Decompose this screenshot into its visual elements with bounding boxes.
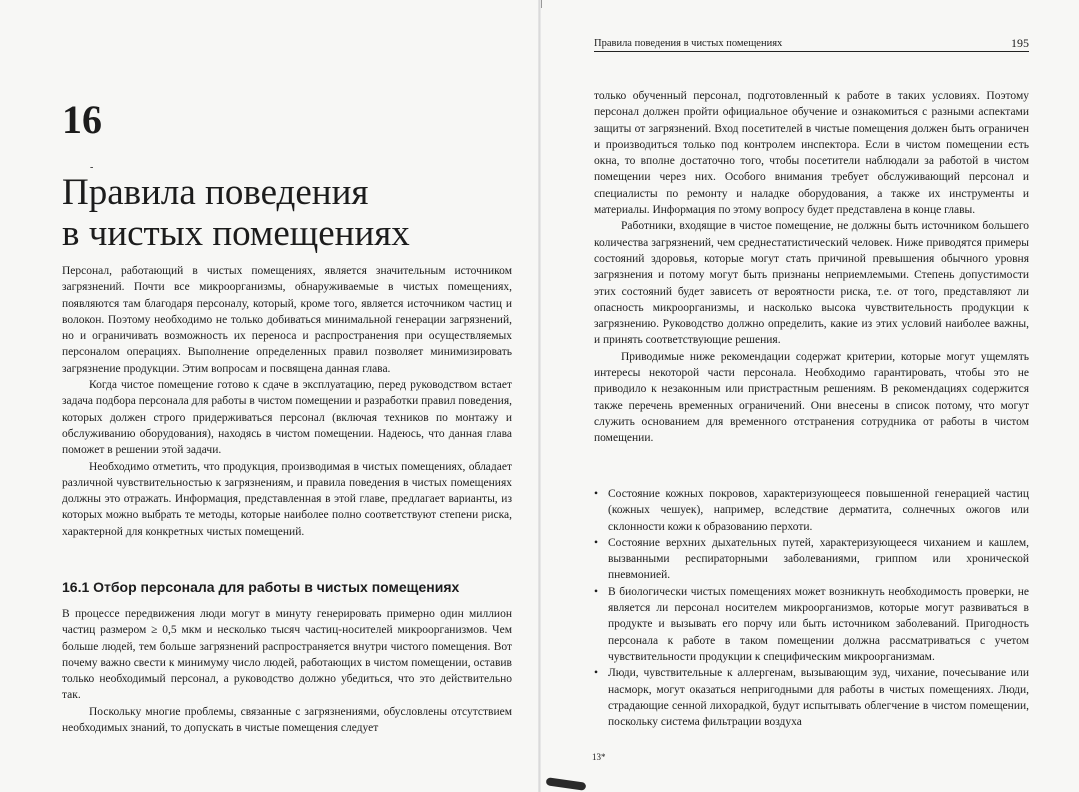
running-head-title: Правила поведения в чистых помещениях — [594, 38, 783, 49]
printer-signature-mark: 13* — [592, 752, 606, 762]
paragraph: Поскольку многие проблемы, связанные с загрязнениями, обусловлены отсутствием необходимых знаний, то допускать в чистые помещения следует — [62, 705, 512, 735]
list-item-text: Состояние кожных покровов, характеризующееся повышенной генерацией частиц (кожных чешуек), например, вследствие дерматита, солнечных ожогов или склонности кожи к образованию перхоти. — [608, 488, 1029, 533]
body-text — [594, 88, 1029, 447]
chapter-title-line-1: Правила поведения — [62, 172, 369, 213]
right-page — [540, 0, 1079, 792]
paragraph: Персонал, работающий в чистых помещениях, является значительным источником загрязнений. Почти все микроорганизмы, обнаруживаемые в чистых помещениях, появляются там благодаря персоналу, который, кроме того, является источником частиц и волокон. Поэтому необходимо не только добиваться минимальной генерации загрязнений, но и ограничивать возможность их переноса и распространения при осуществляемых персоналом операциях. Выполнение определенных правил позволяет минимизировать загрязнение продукции. Этим вопросам и посвящена данная глава. — [62, 265, 512, 375]
running-head — [594, 36, 1029, 52]
bullet-icon: • — [594, 536, 599, 549]
list-item — [594, 665, 1029, 730]
list-item-text: Люди, чувствительные к аллергенам, вызывающим зуд, чихание, почесывание или насморк, могут оказаться непригодными для работы в чистых помещениях. Люди, страдающие сенной лихорадкой, будут испытывать облегчение в чистом помещении, поскольку система фильтрации воздуха — [608, 667, 1029, 729]
section-heading: 16.1 Отбор персонала для работы в чистых помещениях — [62, 579, 460, 595]
paragraph: Необходимо отметить, что продукция, производимая в чистых помещениях, обладает различной чувствительностью к загрязнениям, и правила поведения в чистых помещениях должны это отражать. Информация, представленная в этой главе, предлагает варианты, из которых можно выбрать те методы, которые наиболее полно соответствуют степени риска, характерной для конкретных чистых помещений. — [62, 460, 512, 538]
bullet-list — [594, 486, 1029, 730]
page-number: 195 — [1011, 36, 1029, 50]
chapter-title — [62, 172, 522, 254]
list-item-text: В биологически чистых помещениях может возникнуть необходимость проверки, не является ли персонал носителем микроорганизмов, которые могут развиваться в продукте и вызывать его порчу или быть источником заболеваний. Пригодность персонала к работе в таком помещении должна рассматриваться с учетом чувствительности продукции к специфическим микроорганизмам. — [608, 585, 1029, 663]
list-item — [594, 486, 1029, 535]
bullet-icon: • — [594, 667, 599, 680]
bullet-icon: • — [594, 585, 599, 598]
chapter-number: 16 — [62, 97, 102, 142]
paragraph: Когда чистое помещение готово к сдаче в эксплуатацию, перед руководством встает задача подбора персонала для работы в чистом помещении и разработки правил поведения, которых должен строго придерживаться персонал (включая техников по монтажу и обслуживанию оборудования), находясь в чистом помещении. Надеюсь, что данная глава поможет в решении этой задачи. — [62, 379, 512, 457]
paragraph: В процессе передвижения люди могут в минуту генерировать примерно один миллион частиц размером ≥ 0,5 мкм и несколько тысяч частиц-носителей микроорганизмов. Чем больше людей, тем больше загрязнений распространяется внутри чистого помещения. Вот почему важно свести к минимуму число людей, работающих в чистом помещении, оставив только необходимый персонал, а руководство должно убедиться, что это действительно так. — [62, 608, 512, 702]
paragraph: Работники, входящие в чистое помещение, не должны быть источником большего количества загрязнений, чем среднестатистический человек. Ниже приводятся примеры состояний здоровья, которые могут стать причиной превышения обычного уровня загрязнения и потому могут быть признаны неприемлемыми. Степень допустимости этих состояний будет зависеть от вероятности риска, т.е. от того, представляют ли опасность микроорганизмы, и насколько высока чувствительность продукции к загрязнению. Руководство должно определить, какие из этих условий наиболее важны, и принять соответствующие решения. — [594, 220, 1029, 347]
chapter-title-line-2: в чистых помещениях — [62, 213, 410, 254]
paragraph: только обученный персонал, подготовленный к работе в таких условиях. Поэтому персонал должен пройти официальное обучение и ознакомиться с разными аспектами защиты от загрязнений. Вход посетителей в чистые помещения должен быть ограничен и производиться только под контролем инспектора. Если в чистом помещении есть окна, то вполне достаточно того, чтобы посетители наблюдали за работой в чистом помещении через них. Особого внимания требует обслуживающий персонал и специалисты по ремонту и наладке оборудования, а также их инструменты и материалы. Информация по этому вопросу будет представлена в конце главы. — [594, 90, 1029, 217]
section-text — [62, 606, 512, 736]
bullet-icon: • — [594, 488, 599, 500]
intro-text — [62, 263, 512, 540]
stray-mark: - — [90, 162, 94, 173]
list-item-text: Состояние верхних дыхательных путей, характеризующееся чиханием и кашлем, вызванными респираторными заболеваниями, гриппом или хронической пневмонией. — [608, 536, 1029, 582]
list-item — [594, 535, 1029, 584]
paragraph: Приводимые ниже рекомендации содержат критерии, которые могут ущемлять интересы некоторой части персонала. Необходимо гарантировать, чтобы это не приводило к незаконным или пристрастным решениям. В рекомендациях содержится также перечень временных ограничений. Они внесены в список потому, что могут служить основанием для временного отстранения сотрудника от работы в чистом помещении. — [594, 350, 1029, 445]
list-item — [594, 584, 1029, 665]
